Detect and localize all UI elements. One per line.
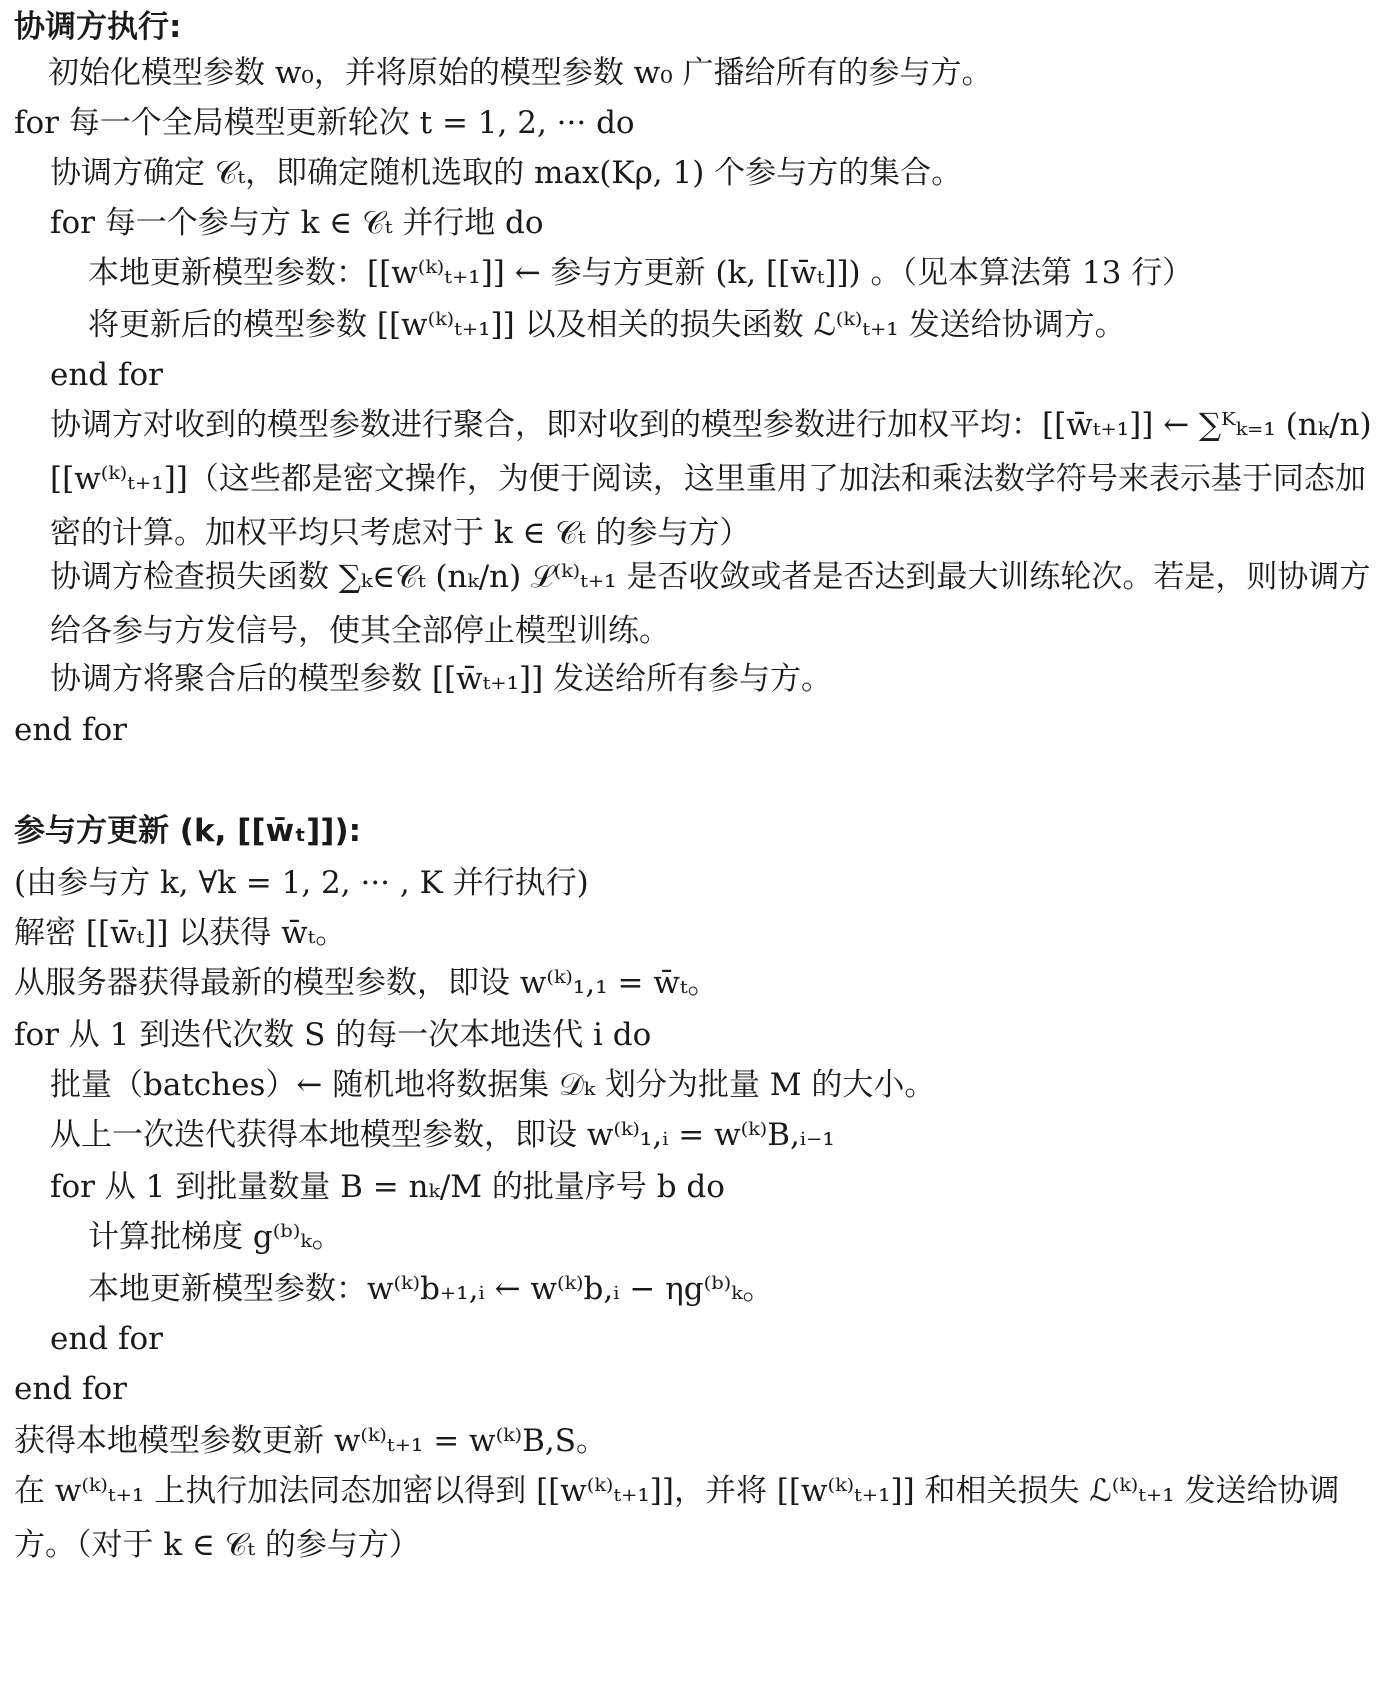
algo-line: 从服务器获得最新的模型参数，即设 w⁽ᵏ⁾₁,₁ = w̄ₜ。 — [14, 965, 719, 1001]
algo-line: 本地更新模型参数：[[w⁽ᵏ⁾ₜ₊₁]] ← 参与方更新 (k, [[w̄ₜ]]) 。（见本算法第 13 行） — [88, 255, 1194, 291]
algo-line: for 从 1 到批量数量 B = nₖ/M 的批量序号 b do — [50, 1169, 725, 1205]
algo-line: 协调方将聚合后的模型参数 [[w̄ₜ₊₁]] 发送给所有参与方。 — [50, 661, 833, 697]
algo-line: 解密 [[w̄ₜ]] 以获得 w̄ₜ。 — [14, 915, 347, 951]
algo-line: end for — [50, 357, 163, 393]
algo-line: 在 w⁽ᵏ⁾ₜ₊₁ 上执行加法同态加密以得到 [[w⁽ᵏ⁾ₜ₊₁]]，并将 [[w⁽ᵏ⁾ₜ₊₁]] 和相关损失 ℒ⁽ᵏ⁾ₜ₊₁ 发送给协调方。（对于 k ∈ 𝒞ₜ 的参与方） — [14, 1473, 1340, 1563]
algo-line: for 每一个参与方 k ∈ 𝒞ₜ 并行地 do — [50, 205, 544, 241]
algo-line: 将更新后的模型参数 [[w⁽ᵏ⁾ₜ₊₁]] 以及相关的损失函数 ℒ⁽ᵏ⁾ₜ₊₁ 发送给协调方。 — [88, 307, 1126, 343]
algo-line: 协调方确定 𝒞ₜ，即确定随机选取的 max(Kρ, 1) 个参与方的集合。 — [50, 155, 963, 191]
algo-line: 协调方检查损失函数 ∑ₖ∈𝒞ₜ (nₖ/n) ℒ⁽ᵏ⁾ₜ₊₁ 是否收敛或者是否达到最大训练轮次。若是，则协调方给各参与方发信号，使其全部停止模型训练。 — [50, 559, 1371, 649]
algo-line: 协调方对收到的模型参数进行聚合，即对收到的模型参数进行加权平均：[[w̄ₜ₊₁]] ← ∑ᴷₖ₌₁ (nₖ/n) [[w⁽ᵏ⁾ₜ₊₁]]（这些都是密文操作，为便于阅读，这里重用了加法和乘法数学符号来表示基于同态加密的计算。加权平均只考虑对于 k ∈ 𝒞ₜ 的参与方） — [50, 407, 1372, 551]
algo-line: (由参与方 k, ∀k = 1, 2, ··· , K 并行执行) — [14, 865, 589, 901]
algo-line: 初始化模型参数 w₀，并将原始的模型参数 w₀ 广播给所有的参与方。 — [48, 55, 993, 91]
algo-line: 批量（batches）← 随机地将数据集 𝒟ₖ 划分为批量 M 的大小。 — [50, 1067, 936, 1103]
algo-line: end for — [14, 712, 127, 748]
algo-line: for 每一个全局模型更新轮次 t = 1, 2, ··· do — [14, 105, 635, 141]
coordinator-header: 协调方执行: — [14, 9, 182, 45]
algo-line: end for — [14, 1371, 127, 1407]
algo-line: 获得本地模型参数更新 w⁽ᵏ⁾ₜ₊₁ = w⁽ᵏ⁾B,S。 — [14, 1423, 607, 1459]
algo-line: end for — [50, 1321, 163, 1357]
algo-line: for 从 1 到迭代次数 S 的每一次本地迭代 i do — [14, 1017, 652, 1053]
participant-header: 参与方更新 (k, [[w̄ₜ]]): — [14, 813, 362, 849]
algo-line: 计算批梯度 g⁽ᵇ⁾ₖ。 — [88, 1219, 343, 1255]
algo-line: 从上一次迭代获得本地模型参数，即设 w⁽ᵏ⁾₁,ᵢ = w⁽ᵏ⁾B,ᵢ₋₁ — [50, 1117, 835, 1153]
algo-line: 本地更新模型参数：w⁽ᵏ⁾b₊₁,ᵢ ← w⁽ᵏ⁾b,ᵢ − ηg⁽ᵇ⁾ₖ。 — [88, 1271, 774, 1307]
